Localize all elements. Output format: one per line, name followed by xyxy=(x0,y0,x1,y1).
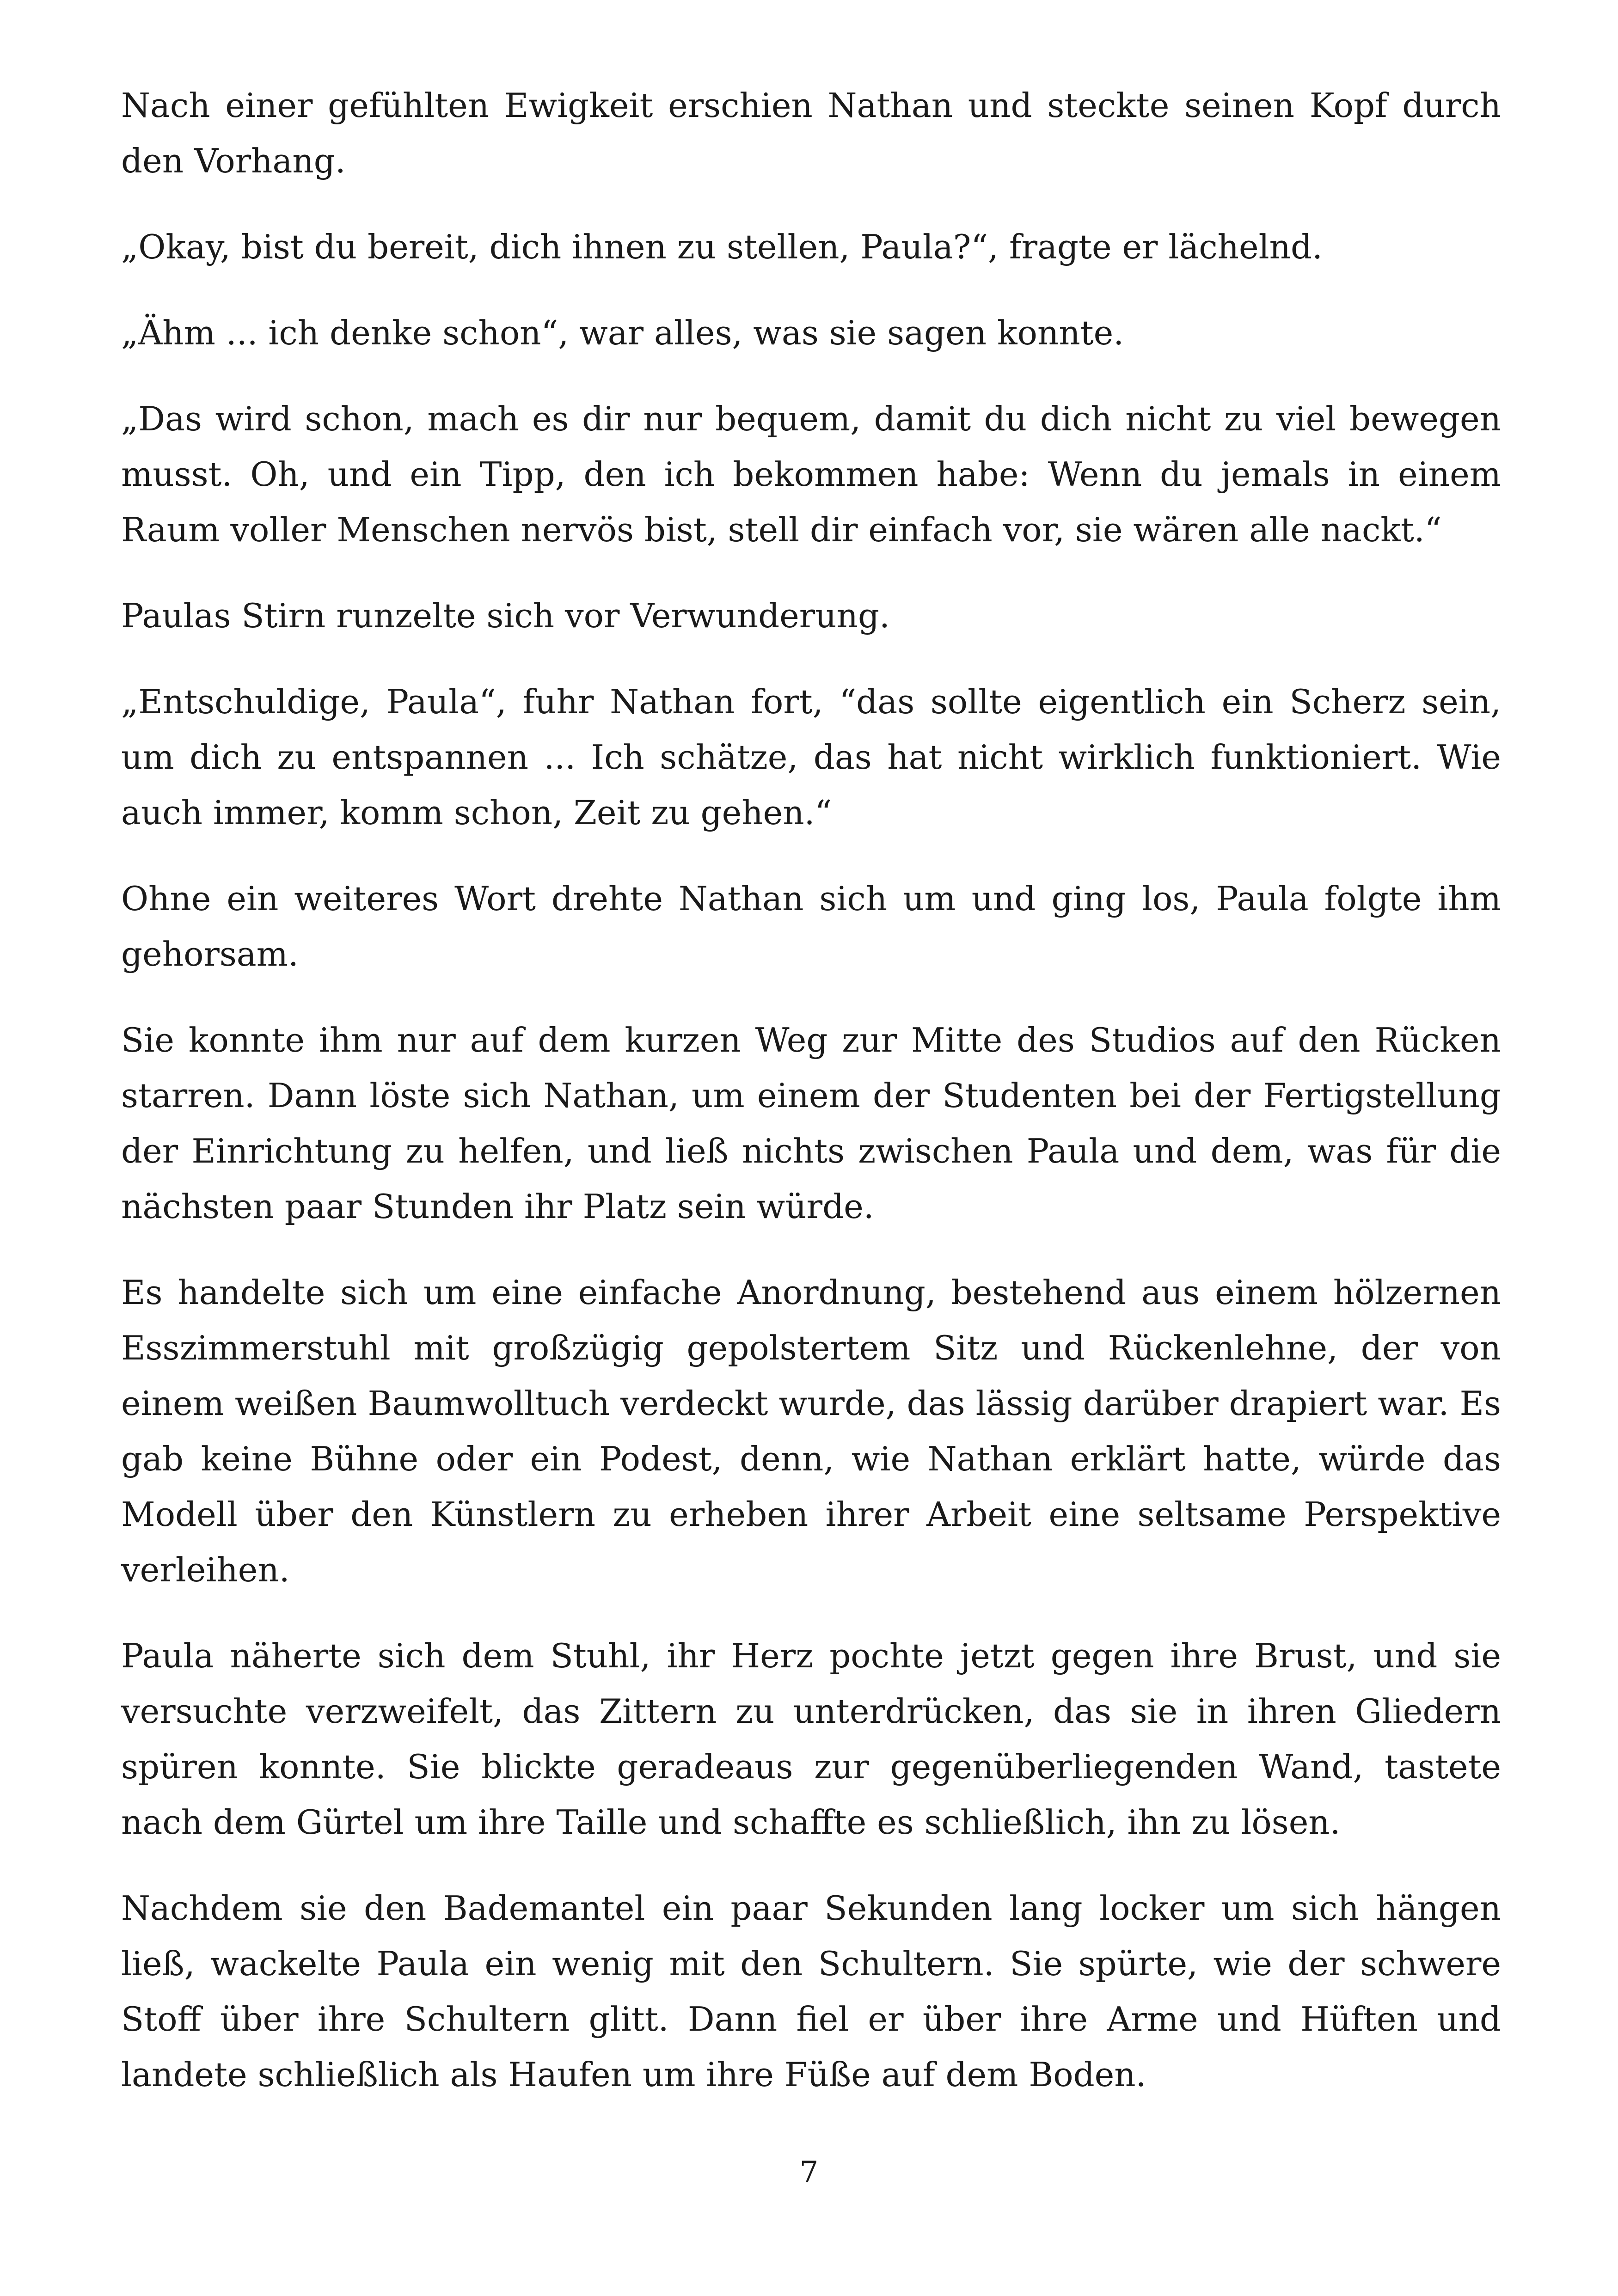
paragraph: „Das wird schon, mach es dir nur bequem, damit du dich nicht zu viel bewegen musst. Oh, und ein Tipp, den ich bekommen habe: Wenn du jemals in einem Raum voller Menschen nervös bist, stell dir einfach vor, sie wären alle nackt.“ xyxy=(121,399,1501,549)
paragraph: „Ähm ... ich denke schon“, war alles, was sie sagen konnte. xyxy=(121,313,1124,352)
body-text xyxy=(121,78,1501,2133)
paragraph: Es handelte sich um eine einfache Anordnung, bestehend aus einem hölzernen Esszimmerstuhl mit großzügig gepolstertem Sitz und Rückenlehne, der von einem weißen Baumwolltuch verdeckt wurde, das lässig darüber drapiert war. Es gab keine Bühne oder ein Podest, denn, wie Nathan erklärt hatte, würde das Modell über den Künstlern zu erheben ihrer Arbeit eine seltsame Perspektive verleihen. xyxy=(121,1273,1501,1589)
paragraph: Paula näherte sich dem Stuhl, ihr Herz pochte jetzt gegen ihre Brust, und sie versuchte verzweifelt, das Zittern zu unterdrücken, das sie in ihren Gliedern spüren konnte. Sie blickte geradeaus zur gegenüberliegenden Wand, tastete nach dem Gürtel um ihre Taille und schaffte es schließlich, ihn zu lösen. xyxy=(121,1636,1501,1842)
paragraph: Nachdem sie den Bademantel ein paar Sekunden lang locker um sich hängen ließ, wackelte Paula ein wenig mit den Schultern. Sie spürte, wie der schwere Stoff über ihre Schultern glitt. Dann fiel er über ihre Arme und Hüften und landete schließlich als Haufen um ihre Füße auf dem Boden. xyxy=(121,1889,1501,2094)
paragraph: Ohne ein weiteres Wort drehte Nathan sich um und ging los, Paula folgte ihm gehorsam. xyxy=(121,879,1501,974)
paragraph: „Entschuldige, Paula“, fuhr Nathan fort, “das sollte eigentlich ein Scherz sein, um dich zu entspannen ... Ich schätze, das hat nicht wirklich funktioniert. Wie auch immer, komm schon, Zeit zu gehen.“ xyxy=(121,682,1501,832)
paragraph: Nach einer gefühlten Ewigkeit erschien Nathan und steckte seinen Kopf durch den Vorhang. xyxy=(121,86,1501,180)
page-number: 7 xyxy=(799,2155,819,2190)
paragraph: „Okay, bist du bereit, dich ihnen zu stellen, Paula?“, fragte er lächelnd. xyxy=(121,227,1323,266)
paragraph: Sie konnte ihm nur auf dem kurzen Weg zur Mitte des Studios auf den Rücken starren. Dann löste sich Nathan, um einem der Studenten bei der Fertigstellung der Einrichtung zu helfen, und ließ nichts zwischen Paula und dem, was für die nächsten paar Stunden ihr Platz sein würde. xyxy=(121,1021,1501,1226)
paragraph: Paulas Stirn runzelte sich vor Verwunderung. xyxy=(121,596,890,635)
